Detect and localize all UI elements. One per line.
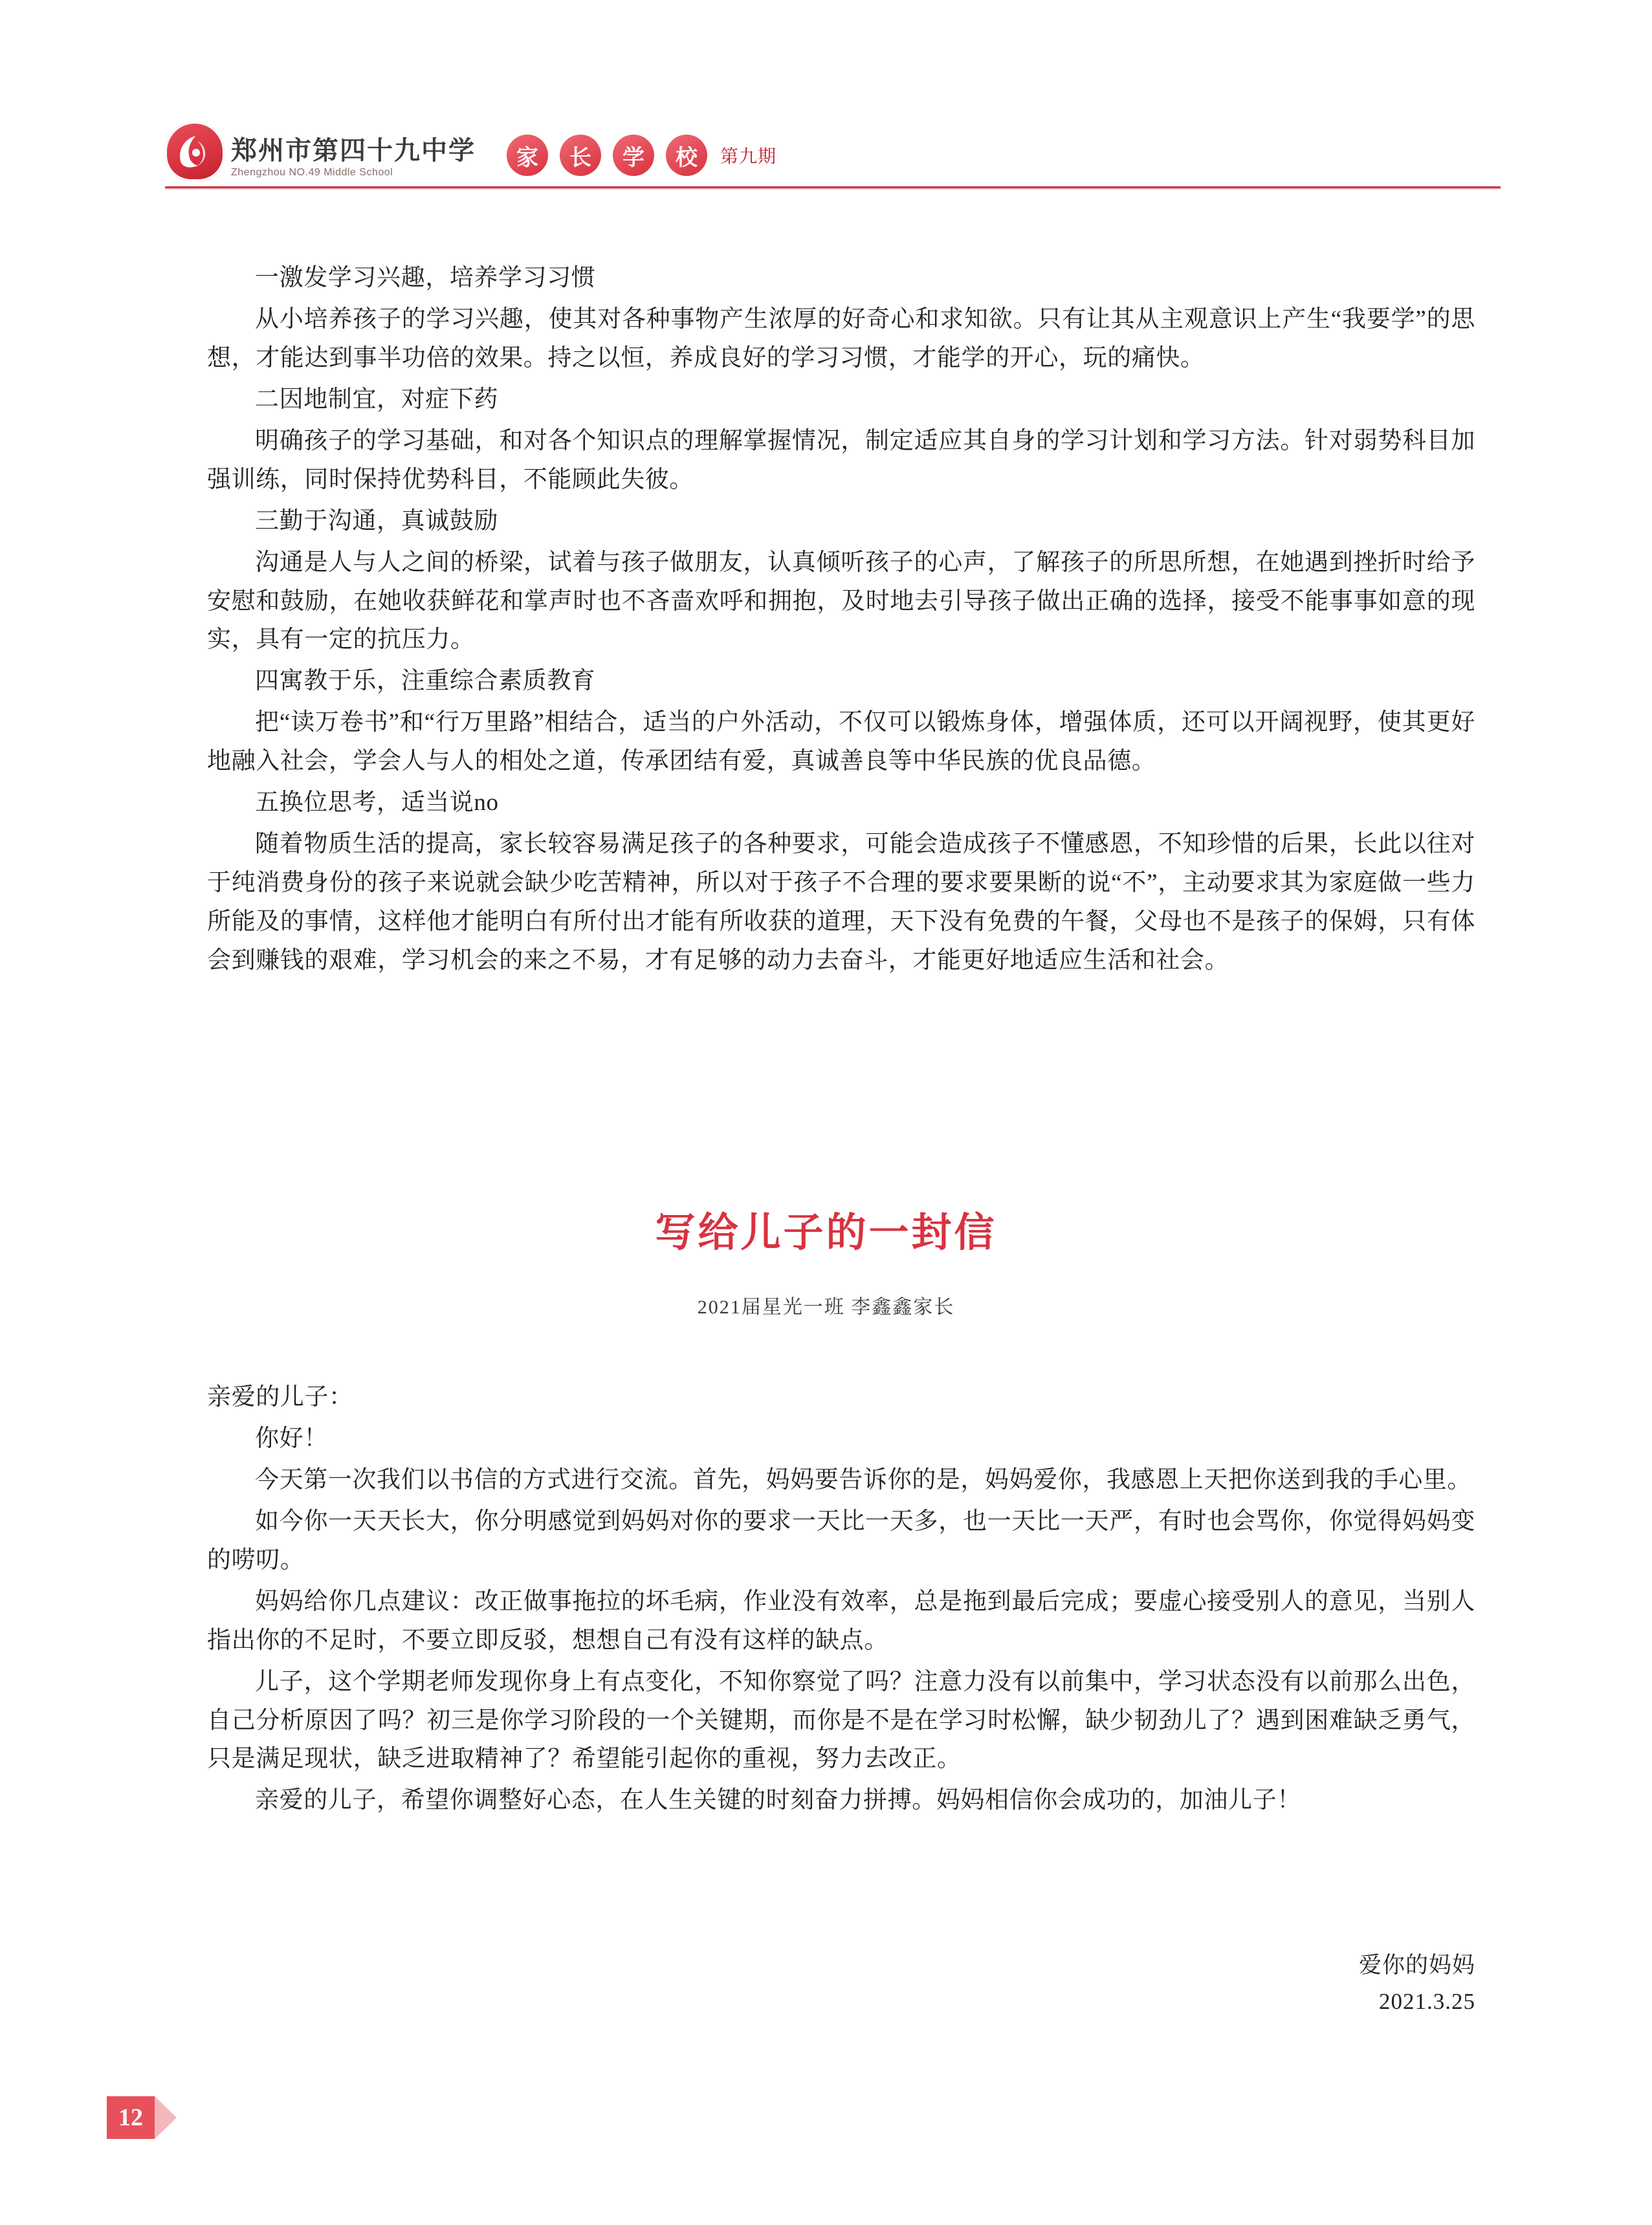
- article-title: 写给儿子的一封信: [655, 1211, 997, 1255]
- letter-salutation: 亲爱的儿子：: [207, 1384, 353, 1410]
- paragraph: 二因地制宜，对症下药: [255, 386, 498, 413]
- paragraph: 把“读万卷书”和“行万里路”相结合，适当的户外活动，不仅可以锻炼身体，增强体质，还可以开阔视野，使其更好地融入社会，学会人与人的相处之道，传承团结有爱，真诚善良等中华民族的优良品德。: [207, 709, 1475, 775]
- badge-char-1: 家: [507, 135, 548, 176]
- paragraph: 亲爱的儿子，希望你调整好心态，在人生关键的时刻奋力拼搏。妈妈相信你会成功的，加油儿子！: [255, 1787, 1301, 1814]
- paragraph: 随着物质生活的提高，家长较容易满足孩子的各种要求，可能会造成孩子不懂感恩，不知珍惜的后果，长此以往对于纯消费身份的孩子来说就会缺少吃苦精神，所以对于孩子不合理的要求要果断的说“不”，主动要求其为家庭做一些力所能及的事情，这样他才能明白有所付出才能有所收获的道理，天下没有免费的午餐，父母也不是孩子的保姆，只有体会到赚钱的艰难，学习机会的来之不易，才有足够的动力去奋斗，才能更好地适应生活和社会。: [207, 831, 1475, 974]
- school-name-en: Zhengzhou NO.49 Middle School: [231, 167, 393, 178]
- masthead-badges: [507, 135, 776, 176]
- paragraph: 儿子，这个学期老师发现你身上有点变化，不知你察觉了吗？注意力没有以前集中，学习状态没有以前那么出色，自己分析原因了吗？初三是你学习阶段的一个关键期，而你是不是在学习时松懈，缺少韧劲儿了？遇到困难缺乏勇气，只是满足现状，缺乏进取精神了？希望能引起你的重视，努力去改正。: [207, 1668, 1475, 1773]
- paragraph: 五换位思考，适当说no: [255, 789, 499, 817]
- page-footer: [107, 2096, 177, 2139]
- letter-body: [207, 1378, 1475, 1823]
- paragraph: 三勤于沟通，真诚鼓励: [255, 507, 498, 534]
- paragraph: 如今你一天天长大，你分明感觉到妈妈对你的要求一天比一天多，也一天比一天严，有时也会骂你，你觉得妈妈变的唠叨。: [207, 1507, 1475, 1573]
- school-logo-icon: [165, 122, 225, 181]
- letter-signature-block: [207, 1947, 1475, 2020]
- logo-swoosh-icon: [176, 131, 214, 172]
- header-inner: [165, 110, 1498, 181]
- article-one-body: [207, 259, 1475, 983]
- paragraph: 妈妈给你几点建议：改正做事拖拉的坏毛病，作业没有效率，总是拖到最后完成；要虚心接受别人的意见，当别人指出你的不足时，不要立即反驳，想想自己有没有这样的缺点。: [207, 1588, 1475, 1654]
- letter-date: 2021.3.25: [1379, 1989, 1475, 2014]
- badge-char-3: 学: [613, 135, 654, 176]
- paragraph: 明确孩子的学习基础，和对各个知识点的理解掌握情况，制定适应其自身的学习计划和学习方法。针对弱势科目加强训练，同时保持优势科目，不能顾此失彼。: [207, 427, 1475, 493]
- letter-signature: 爱你的妈妈: [1358, 1953, 1475, 1978]
- badge-char-4: 校: [666, 135, 707, 176]
- badge-char-2: 长: [560, 135, 601, 176]
- page-arrow-icon: [155, 2096, 177, 2139]
- page-number: 12: [107, 2096, 155, 2139]
- header-divider-shadow: [165, 188, 1501, 190]
- paragraph: 四寓教于乐，注重综合素质教育: [255, 668, 596, 695]
- paragraph: 一激发学习兴趣，培养学习习惯: [255, 265, 596, 291]
- paragraph: 沟通是人与人之间的桥梁，试着与孩子做朋友，认真倾听孩子的心声，了解孩子的所思所想，在她遇到挫折时给予安慰和鼓励，在她收获鲜花和掌声时也不吝啬欢呼和拥抱，及时地去引导孩子做出正确的选择，接受不能事事如意的现实，具有一定的抗压力。: [207, 549, 1475, 653]
- school-name-block: [231, 137, 476, 179]
- article-byline: 2021届星光一班 李鑫鑫家长: [697, 1297, 955, 1318]
- school-name-cn: 郑州市第四十九中学: [231, 136, 476, 165]
- page-header: [0, 0, 1652, 194]
- paragraph: 今天第一次我们以书信的方式进行交流。首先，妈妈要告诉你的是，妈妈爱你，我感恩上天把你送到我的手心里。: [255, 1466, 1471, 1493]
- issue-label: 第九期: [720, 147, 777, 167]
- paragraph: 你好！: [255, 1425, 328, 1452]
- paragraph: 从小培养孩子的学习兴趣，使其对各种事物产生浓厚的好奇心和求知欲。只有让其从主观意识上产生“我要学”的思想，才能达到事半功倍的效果。持之以恒，养成良好的学习习惯，才能学的开心，玩的痛快。: [207, 305, 1475, 371]
